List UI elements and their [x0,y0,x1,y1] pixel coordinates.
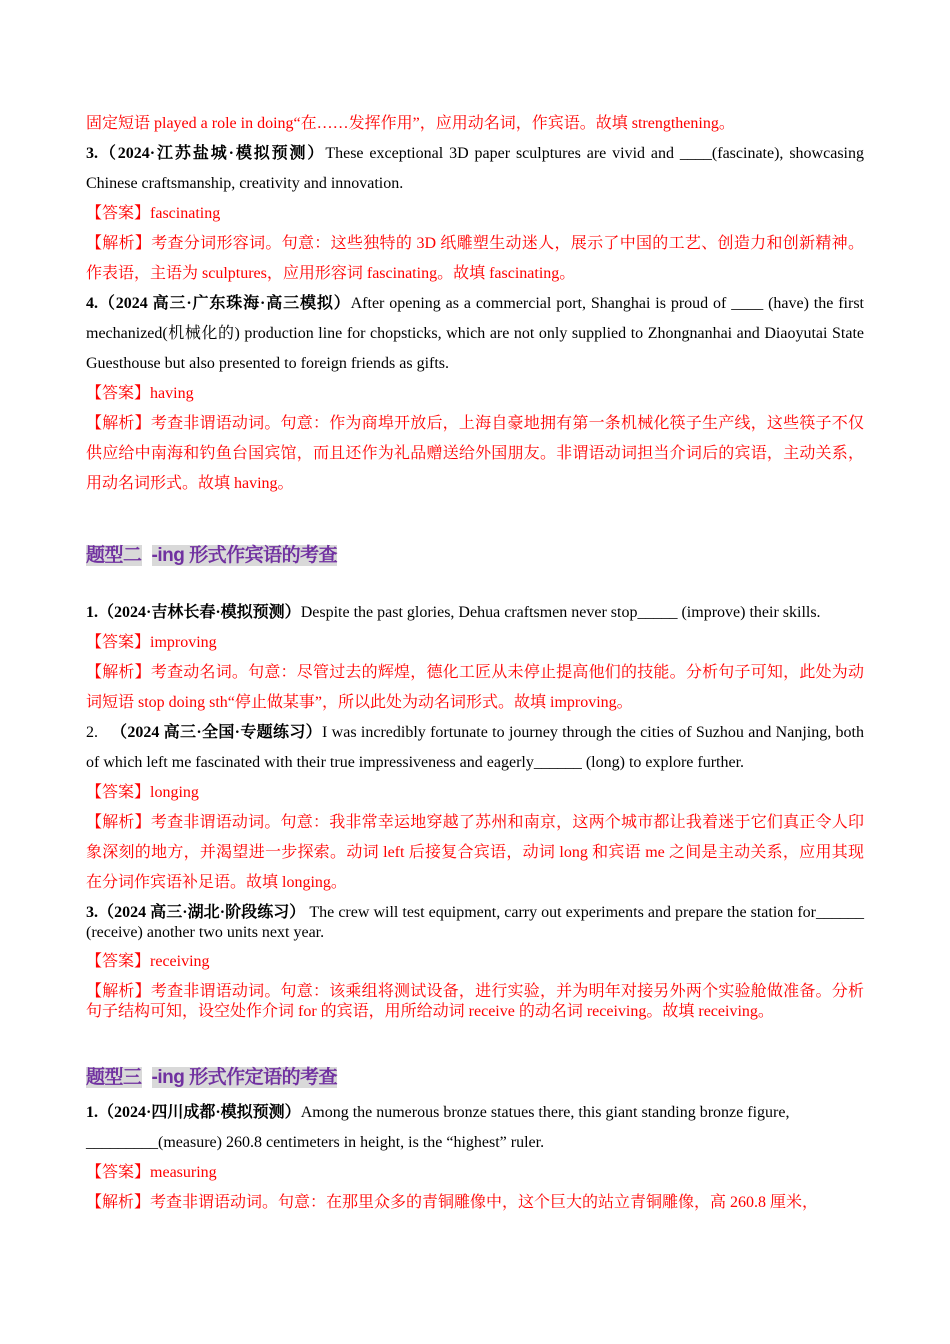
analysis [86,229,864,289]
question-source: 3.（2024·江苏盐城·模拟预测） [86,145,326,162]
question-text: Among the numerous bronze statues there, this giant standing bronze figure, _________(measure) 260.8 centimeters in height, is the “highest” ruler. [86,1104,790,1151]
answer-tag: 【答案】 [86,784,151,801]
section-heading-2 [86,543,337,569]
analysis-text: 考查动名词。句意：尽管过去的辉煌，德化工匠从未停止提高他们的技能。分析句子可知，此处为动词短语 stop doing sth“停止做某事”，所以此处为动名词形式。故填 improving。 [86,664,864,711]
answer-tag: 【答案】 [86,1164,151,1181]
analysis-text: 考查非谓语动词。句意：在那里众多的青铜雕像中，这个巨大的站立青铜雕像，高 260.8 厘米， [150,1194,819,1211]
question-1 [86,1098,864,1158]
analysis-tag: 【解析】 [86,983,151,1000]
answer-text: receiving [150,953,210,970]
answer-tag: 【答案】 [86,953,151,970]
answer [86,628,864,658]
question-source: 1.（2024·四川成都·模拟预测） [86,1104,301,1121]
question-text: I was incredibly fortunate to journey through the cities of Suzhou and Nanjing, both of which left me fascinated with their true impressiveness and eagerly______ (long) to explore further. [86,724,865,771]
question-source: 1.（2024·吉林长春·模拟预测） [86,604,301,621]
analysis-text: 考查分词形容词。句意：这些独特的 3D 纸雕塑生动迷人，展示了中国的工艺、创造力和创新精神。作表语，主语为 sculptures，应用形容词 fascinating。故填 fascinating。 [86,235,864,282]
heading-label: 题型二 [86,545,142,566]
analysis-text: 考查非谓语动词。句意：我非常幸运地穿越了苏州和南京，这两个城市都让我着迷于它们真正令人印象深刻的地方，并渴望进一步探索。动词 left 后接复合宾语，动词 long 和宾语 me 之间是主动关系，应用其现在分词作宾语补足语。故填 longing。 [86,814,864,891]
section-heading-3 [86,1065,337,1091]
analysis [86,808,864,898]
analysis-tag: 【解析】 [86,1194,151,1211]
answer-tag: 【答案】 [86,205,151,222]
answer [86,199,864,229]
question-3 [86,903,864,943]
question-2 [86,718,864,778]
heading-label: 题型三 [86,1067,142,1088]
question-text: These exceptional 3D paper sculptures are vivid and ____(fascinate), showcasing Chinese craftsmanship, creativity and innovation. [86,145,864,192]
analysis-text: 考查非谓语动词。句意：作为商埠开放后，上海自豪地拥有第一条机械化筷子生产线，这些筷子不仅供应给中南海和钓鱼台国宾馆，而且还作为礼品赠送给外国朋友。非谓语动词担当介词后的宾语，主动关系，用动名词形式。故填 having。 [86,415,864,492]
heading-title: -ing 形式作宾语的考查 [151,545,338,566]
analysis [86,1188,864,1218]
analysis-tag: 【解析】 [86,415,151,432]
question-3 [86,139,864,199]
answer-tag: 【答案】 [86,385,151,402]
answer-text: fascinating [150,205,221,222]
question-source: （2024 高三·全国·专题练习） [111,724,323,741]
question-source: 4.（2024 高三·广东珠海·高三模拟） [86,295,351,312]
analysis-tag: 【解析】 [86,814,151,831]
question-1 [86,598,864,628]
analysis-tag: 【解析】 [86,664,151,681]
answer [86,1158,864,1188]
answer [86,947,864,977]
answer-text: improving [150,634,217,651]
answer-text: measuring [150,1164,217,1181]
analysis-continuation: 固定短语 played a role in doing“在……发挥作用”，应用动名词，作宾语。故填 strengthening。 [86,115,735,132]
question-text: After opening as a commercial port, Shanghai is proud of ____ (have) the first mechanized(机械化的) production line for chopsticks, which are not only supplied to Zhongnanhai and Diaoyutai State Guesthouse but also presented to foreign friends as gifts. [86,295,864,372]
answer [86,778,864,808]
analysis-tag: 【解析】 [86,235,152,252]
answer [86,379,864,409]
answer-tag: 【答案】 [86,634,151,651]
question-number: 2. [86,724,98,741]
question-source: 3.（2024 高三·湖北·阶段练习） [86,904,306,921]
question-text: The crew will test equipment, carry out experiments and prepare the station for______ (receive) another two units next year. [86,904,864,941]
answer-text: longing [150,784,199,801]
analysis-text: 考查非谓语动词。句意：该乘组将测试设备，进行实验，并为明年对接另外两个实验舱做准备。分析句子结构可知，设空处作介词 for 的宾语，用所给动词 receive 的动名词 receiving。故填 receiving。 [86,983,864,1020]
analysis [86,658,864,718]
answer-text: having [150,385,194,402]
question-4 [86,289,864,379]
heading-title: -ing 形式作定语的考查 [151,1067,338,1088]
analysis [86,982,864,1022]
question-text: Despite the past glories, Dehua craftsmen never stop_____ (improve) their skills. [300,604,821,621]
analysis [86,409,864,499]
